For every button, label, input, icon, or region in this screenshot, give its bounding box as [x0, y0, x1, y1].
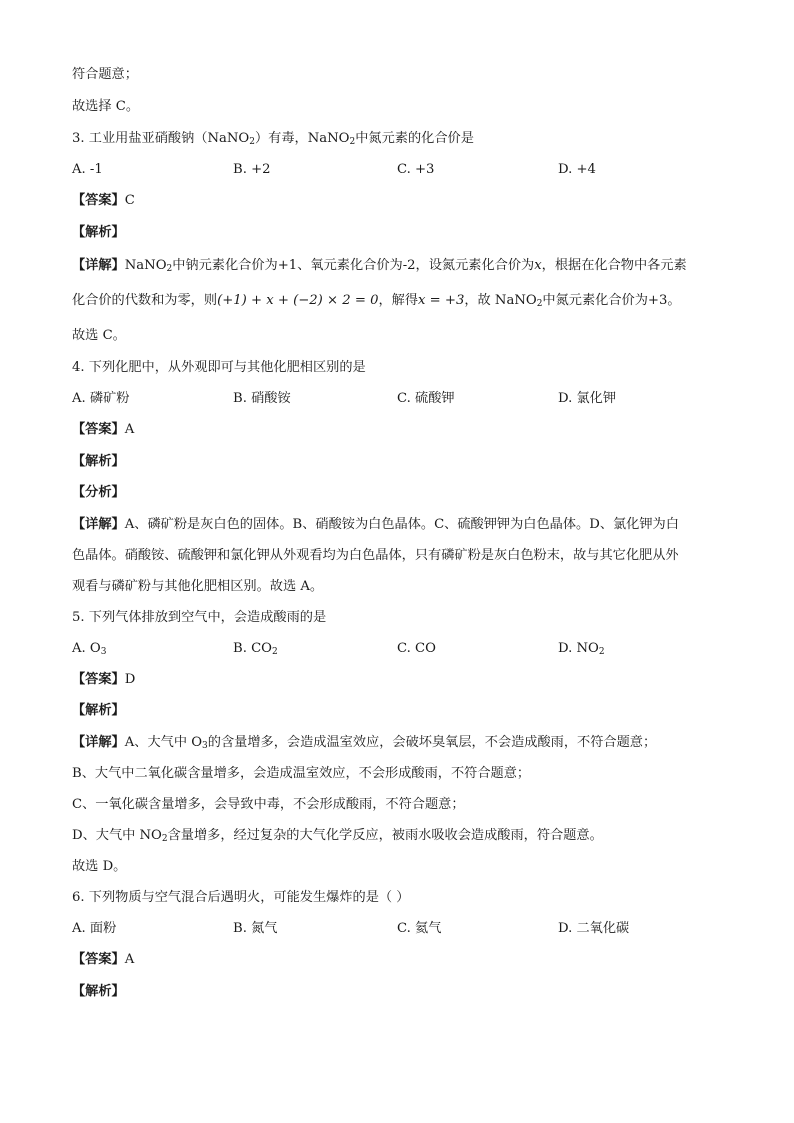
option-b: B. +2 [233, 162, 271, 177]
text-line: 故选择 C。 [72, 99, 140, 114]
math-formula: x = +3 [418, 293, 465, 308]
option-d: D. +4 [558, 162, 596, 177]
detail-line: B、大气中二氧化碳含量增多，会造成温室效应，不会形成酸雨，不符合题意； [72, 766, 531, 781]
text-line: 符合题意； [72, 67, 138, 82]
detail-tag: 【详解】 [72, 517, 125, 532]
detail-line [72, 292, 681, 310]
option-text: D. NO [558, 641, 599, 656]
stem-text: 3. 工业用盐亚硝酸钠（NaNO [72, 131, 250, 146]
detail-line [72, 734, 656, 752]
conclusion-line: 故选 C。 [72, 328, 126, 343]
detail-text: 化合价的代数和为零，则 [72, 293, 218, 308]
question-6-stem: 6. 下列物质与空气混合后遇明火，可能发生爆炸的是（ ） [72, 890, 410, 905]
option-text: B. CO [233, 641, 272, 656]
stem-text: ）有毒，NaNO [254, 131, 350, 146]
answer-value: A [124, 952, 135, 967]
question-4-stem: 4. 下列化肥中，从外观即可与其他化肥相区别的是 [72, 360, 366, 375]
answer-tag: 【答案】 [72, 422, 125, 437]
answer-tag: 【答案】 [72, 672, 125, 687]
option-d: D. 二氧化碳 [558, 921, 630, 936]
detail-line [72, 516, 679, 534]
option-d [558, 640, 605, 658]
option-text: C. CO [397, 641, 436, 656]
subscript: 2 [349, 137, 356, 147]
answer-line [72, 951, 134, 969]
option-c: C. +3 [397, 162, 435, 177]
detail-text: NaNO [124, 258, 167, 273]
analysis-tag: 【解析】 [72, 225, 125, 240]
detail-text: ，解得 [378, 293, 419, 308]
math-variable: x [534, 258, 542, 273]
detail-line: 色晶体。硝酸铵、硫酸钾和氯化钾从外观看均为白色晶体，只有磷矿粉是灰白色粉末，故与其它化肥从外 [72, 548, 679, 563]
answer-tag: 【答案】 [72, 952, 125, 967]
option-text: A. O [72, 641, 101, 656]
analysis-tag: 【解析】 [72, 454, 125, 469]
answer-value: A [124, 422, 135, 437]
option-a: A. 磷矿粉 [72, 391, 130, 406]
option-b [233, 640, 278, 658]
answer-value: C [124, 193, 135, 208]
detail-line [72, 257, 687, 275]
detail-text: A、磷矿粉是灰白色的固体。B、硝酸铵为白色晶体。C、硫酸钾钾为白色晶体。D、氯化钾为白 [124, 517, 679, 532]
analysis-tag: 【解析】 [72, 984, 125, 999]
detail-line: 观看与磷矿粉与其他化肥相区别。故选 A。 [72, 579, 324, 594]
analysis-tag: 【解析】 [72, 703, 125, 718]
answer-line [72, 671, 135, 689]
option-b: B. 氮气 [233, 921, 278, 936]
question-3-stem [72, 130, 474, 148]
fenxi-tag: 【分析】 [72, 485, 125, 500]
detail-tag: 【详解】 [72, 258, 125, 273]
option-a: A. 面粉 [72, 921, 117, 936]
option-c: C. 氦气 [397, 921, 442, 936]
answer-line [72, 421, 134, 439]
subscript: 3 [100, 647, 107, 657]
answer-value: D [124, 672, 136, 687]
subscript: 2 [166, 264, 173, 274]
subscript: 2 [598, 647, 605, 657]
detail-text: ，故 NaNO [464, 293, 537, 308]
answer-tag: 【答案】 [72, 193, 125, 208]
math-formula: (+1) + x + (−2) × 2 = 0 [217, 293, 379, 308]
option-a: A. -1 [72, 162, 103, 177]
subscript: 2 [271, 647, 278, 657]
option-c [397, 640, 436, 658]
detail-line [72, 827, 603, 845]
stem-text: 中氮元素的化合价是 [355, 131, 474, 146]
detail-tag: 【详解】 [72, 735, 125, 750]
detail-text: ，根据在化合物中各元素 [541, 258, 687, 273]
conclusion-line: 故选 D。 [72, 859, 127, 874]
detail-text: 中钠元素化合价为+1、氧元素化合价为-2，设氮元素化合价为 [172, 258, 535, 273]
option-a [72, 640, 106, 658]
detail-text: 中氮元素化合价为+3。 [542, 293, 681, 308]
option-d: D. 氯化钾 [558, 391, 617, 406]
option-b: B. 硝酸铵 [233, 391, 291, 406]
subscript: 2 [249, 137, 255, 147]
subscript: 2 [536, 299, 543, 309]
detail-text: 含量增多，经过复杂的大气化学反应，被雨水吸收会造成酸雨，符合题意。 [167, 828, 603, 843]
answer-line [72, 192, 135, 210]
detail-text: D、大气中 NO [72, 828, 162, 843]
subscript: 3 [202, 741, 208, 751]
detail-text: A、大气中 O [124, 735, 203, 750]
detail-text: 的含量增多，会造成温室效应，会破坏臭氧层，不会造成酸雨，不符合题意； [207, 735, 657, 750]
question-5-stem: 5. 下列气体排放到空气中，会造成酸雨的是 [72, 610, 327, 625]
option-c: C. 硫酸钾 [397, 391, 455, 406]
detail-line: C、一氧化碳含量增多，会导致中毒，不会形成酸雨，不符合题意； [72, 797, 465, 812]
subscript: 2 [161, 834, 168, 844]
